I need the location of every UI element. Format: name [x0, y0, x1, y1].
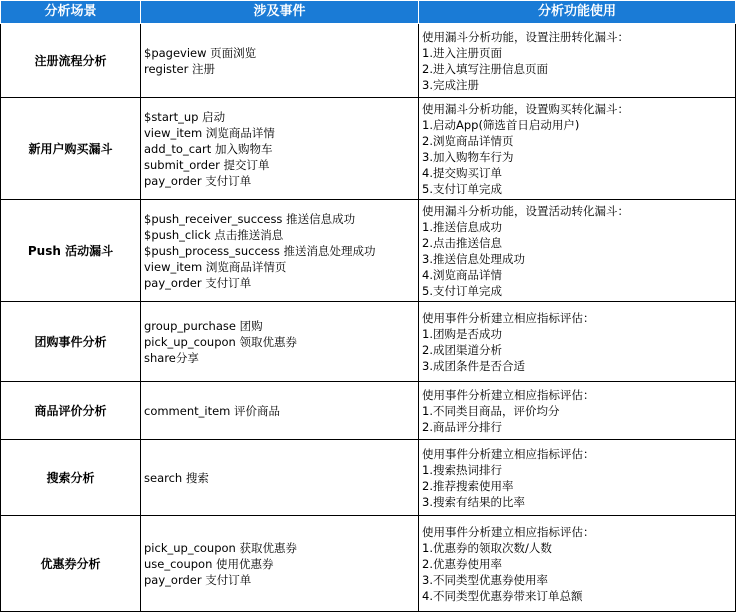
function-line: 2.商品评分排行: [422, 419, 502, 434]
functions-cell: [419, 516, 736, 612]
event-line: pay_order 支付订单: [144, 275, 252, 290]
table-row: [1, 440, 736, 516]
function-line: 4.提交购买订单: [422, 165, 502, 180]
event-line: $push_process_success 推送消息处理成功: [144, 243, 376, 258]
functions-cell: [419, 200, 736, 302]
function-line: 1.推送信息成功: [422, 219, 502, 234]
functions-cell: [419, 382, 736, 440]
event-line: view_item 浏览商品详情页: [144, 259, 287, 274]
function-line: 2.推荐搜索使用率: [422, 478, 514, 493]
function-line: 使用事件分析建立相应指标评估：: [422, 387, 595, 402]
function-line: 使用事件分析建立相应指标评估：: [422, 524, 595, 539]
function-line: 3.不同类型优惠券使用率: [422, 572, 548, 587]
events-cell: [141, 302, 419, 382]
table-body: [1, 24, 736, 612]
function-line: 5.支付订单完成: [422, 283, 502, 298]
events-cell: [141, 382, 419, 440]
function-line: 2.成团渠道分析: [422, 342, 502, 357]
table-row: [1, 516, 736, 612]
event-line: search 搜索: [144, 470, 209, 485]
function-line: 1.优惠券的领取次数/人数: [422, 540, 552, 555]
scene-cell: 新用户购买漏斗: [1, 98, 141, 200]
event-line: view_item 浏览商品详情: [144, 125, 275, 140]
scene-cell: 搜索分析: [1, 440, 141, 516]
event-line: $start_up 启动: [144, 109, 226, 124]
function-line: 3.加入购物车行为: [422, 149, 514, 164]
function-line: 2.优惠券使用率: [422, 556, 502, 571]
events-cell: [141, 440, 419, 516]
event-line: $pageview 页面浏览: [144, 45, 257, 60]
event-line: pick_up_coupon 获取优惠券: [144, 540, 297, 555]
event-line: comment_item 评价商品: [144, 403, 281, 418]
function-line: 2.进入填写注册信息页面: [422, 61, 548, 76]
scene-cell: 团购事件分析: [1, 302, 141, 382]
header-scene: 分析场景: [1, 1, 141, 24]
function-line: 1.启动App(筛选首日启动用户): [422, 117, 580, 132]
functions-cell: [419, 302, 736, 382]
event-line: add_to_cart 加入购物车: [144, 141, 273, 156]
table-row: [1, 24, 736, 98]
event-line: use_coupon 使用优惠券: [144, 556, 274, 571]
event-line: submit_order 提交订单: [144, 157, 270, 172]
event-line: pick_up_coupon 领取优惠券: [144, 334, 297, 349]
table-row: [1, 200, 736, 302]
events-cell: [141, 24, 419, 98]
function-line: 使用漏斗分析功能，设置购买转化漏斗：: [422, 101, 629, 116]
function-line: 1.搜索热词排行: [422, 462, 502, 477]
function-line: 1.不同类目商品，评价均分: [422, 403, 560, 418]
scene-cell: 商品评价分析: [1, 382, 141, 440]
scene-cell: 注册流程分析: [1, 24, 141, 98]
function-line: 1.进入注册页面: [422, 45, 502, 60]
function-line: 使用漏斗分析功能，设置注册转化漏斗：: [422, 29, 629, 44]
table-row: [1, 98, 736, 200]
function-line: 3.搜索有结果的比率: [422, 494, 525, 509]
table-header-row: [1, 1, 736, 24]
event-line: register 注册: [144, 61, 216, 76]
header-events: 涉及事件: [141, 1, 419, 24]
function-line: 3.成团条件是否合适: [422, 358, 525, 373]
function-line: 3.推送信息处理成功: [422, 251, 525, 266]
table-row: [1, 302, 736, 382]
event-line: share分享: [144, 350, 199, 365]
event-line: pay_order 支付订单: [144, 173, 252, 188]
function-line: 4.不同类型优惠券带来订单总额: [422, 588, 583, 603]
events-cell: [141, 516, 419, 612]
function-line: 使用事件分析建立相应指标评估：: [422, 446, 595, 461]
scene-cell: 优惠券分析: [1, 516, 141, 612]
header-functions: 分析功能使用: [419, 1, 736, 24]
event-line: pay_order 支付订单: [144, 572, 252, 587]
functions-cell: [419, 440, 736, 516]
functions-cell: [419, 98, 736, 200]
event-line: $push_click 点击推送消息: [144, 227, 284, 242]
function-line: 2.点击推送信息: [422, 235, 502, 250]
function-line: 使用漏斗分析功能，设置活动转化漏斗：: [422, 203, 629, 218]
event-line: group_purchase 团购: [144, 318, 263, 333]
function-line: 使用事件分析建立相应指标评估：: [422, 310, 595, 325]
scene-cell: Push 活动漏斗: [1, 200, 141, 302]
function-line: 2.浏览商品详情页: [422, 133, 514, 148]
function-line: 3.完成注册: [422, 77, 479, 92]
function-line: 4.浏览商品详情: [422, 267, 502, 282]
events-cell: [141, 200, 419, 302]
table-row: [1, 382, 736, 440]
events-cell: [141, 98, 419, 200]
functions-cell: [419, 24, 736, 98]
function-line: 5.支付订单完成: [422, 181, 502, 196]
function-line: 1.团购是否成功: [422, 326, 502, 341]
event-line: $push_receiver_success 推送信息成功: [144, 211, 356, 226]
